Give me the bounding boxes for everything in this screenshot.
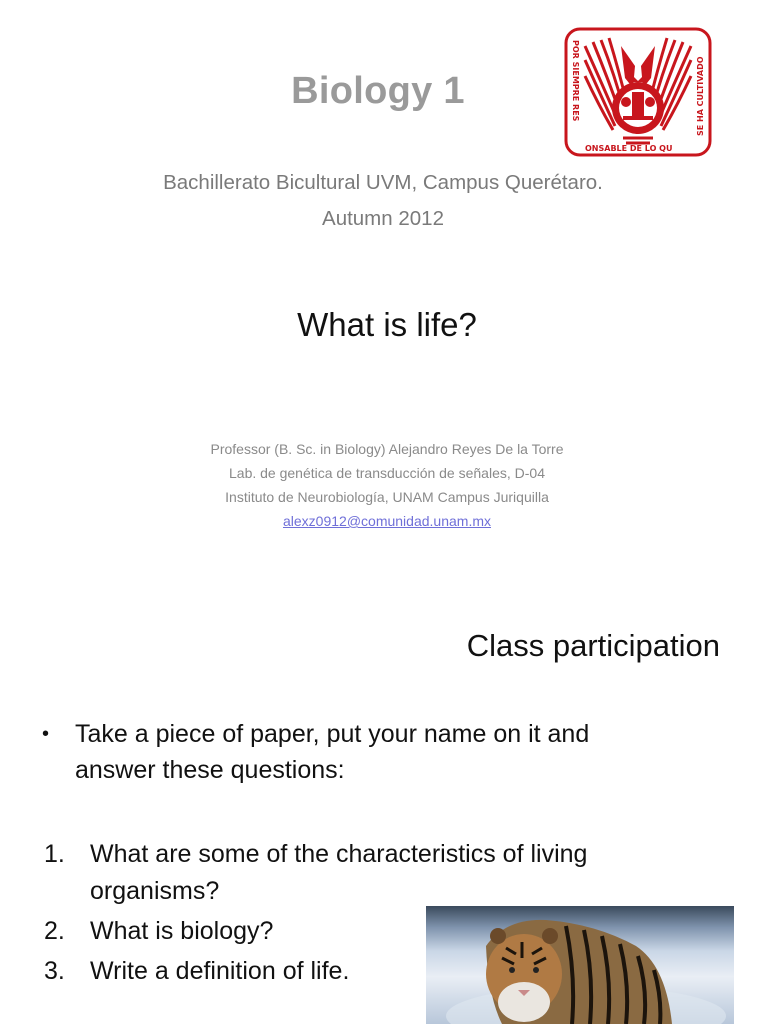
item-text: What is biology? [90, 917, 274, 945]
term-subtitle: Autumn 2012 [322, 207, 444, 230]
svg-text:POR SIEMPRE RES: POR SIEMPRE RES [571, 40, 580, 122]
svg-text:SE HA CULTIVADO: SE HA CULTIVADO [696, 56, 705, 136]
tiger-photo [426, 906, 734, 1024]
professor-line: Professor (B. Sc. in Biology) Alejandro Reyes De la Torre [210, 441, 564, 457]
item-text: What are some of the characteristics of living organisms? [90, 840, 588, 905]
email-link[interactable]: alexz0912@comunidad.unam.mx [283, 513, 491, 529]
item-text: Write a definition of life. [90, 957, 350, 985]
university-crest-icon [563, 26, 713, 158]
institute-line: Instituto de Neurobiología, UNAM Campus Juriquilla [225, 489, 549, 505]
item-number: 3. [44, 957, 65, 985]
item-number: 1. [44, 840, 65, 868]
item-number: 2. [44, 917, 65, 945]
lecture-heading: What is life? [297, 306, 477, 343]
slide-title: Biology 1 [291, 70, 465, 112]
credits-block [0, 437, 768, 533]
svg-text:ONSABLE DE LO QU: ONSABLE DE LO QU [585, 144, 673, 153]
list-item [44, 836, 664, 910]
lab-line: Lab. de genética de transducción de señales, D-04 [229, 465, 545, 481]
class-participation-slide [0, 580, 768, 1024]
bullet-text: Take a piece of paper, put your name on it and answer these questions: [75, 720, 590, 784]
bullet-item [42, 716, 662, 788]
institution-subtitle: Bachillerato Bicultural UVM, Campus Querétaro. [163, 171, 603, 194]
slide-title: Class participation [466, 628, 720, 663]
bullet-icon: • [42, 723, 50, 745]
